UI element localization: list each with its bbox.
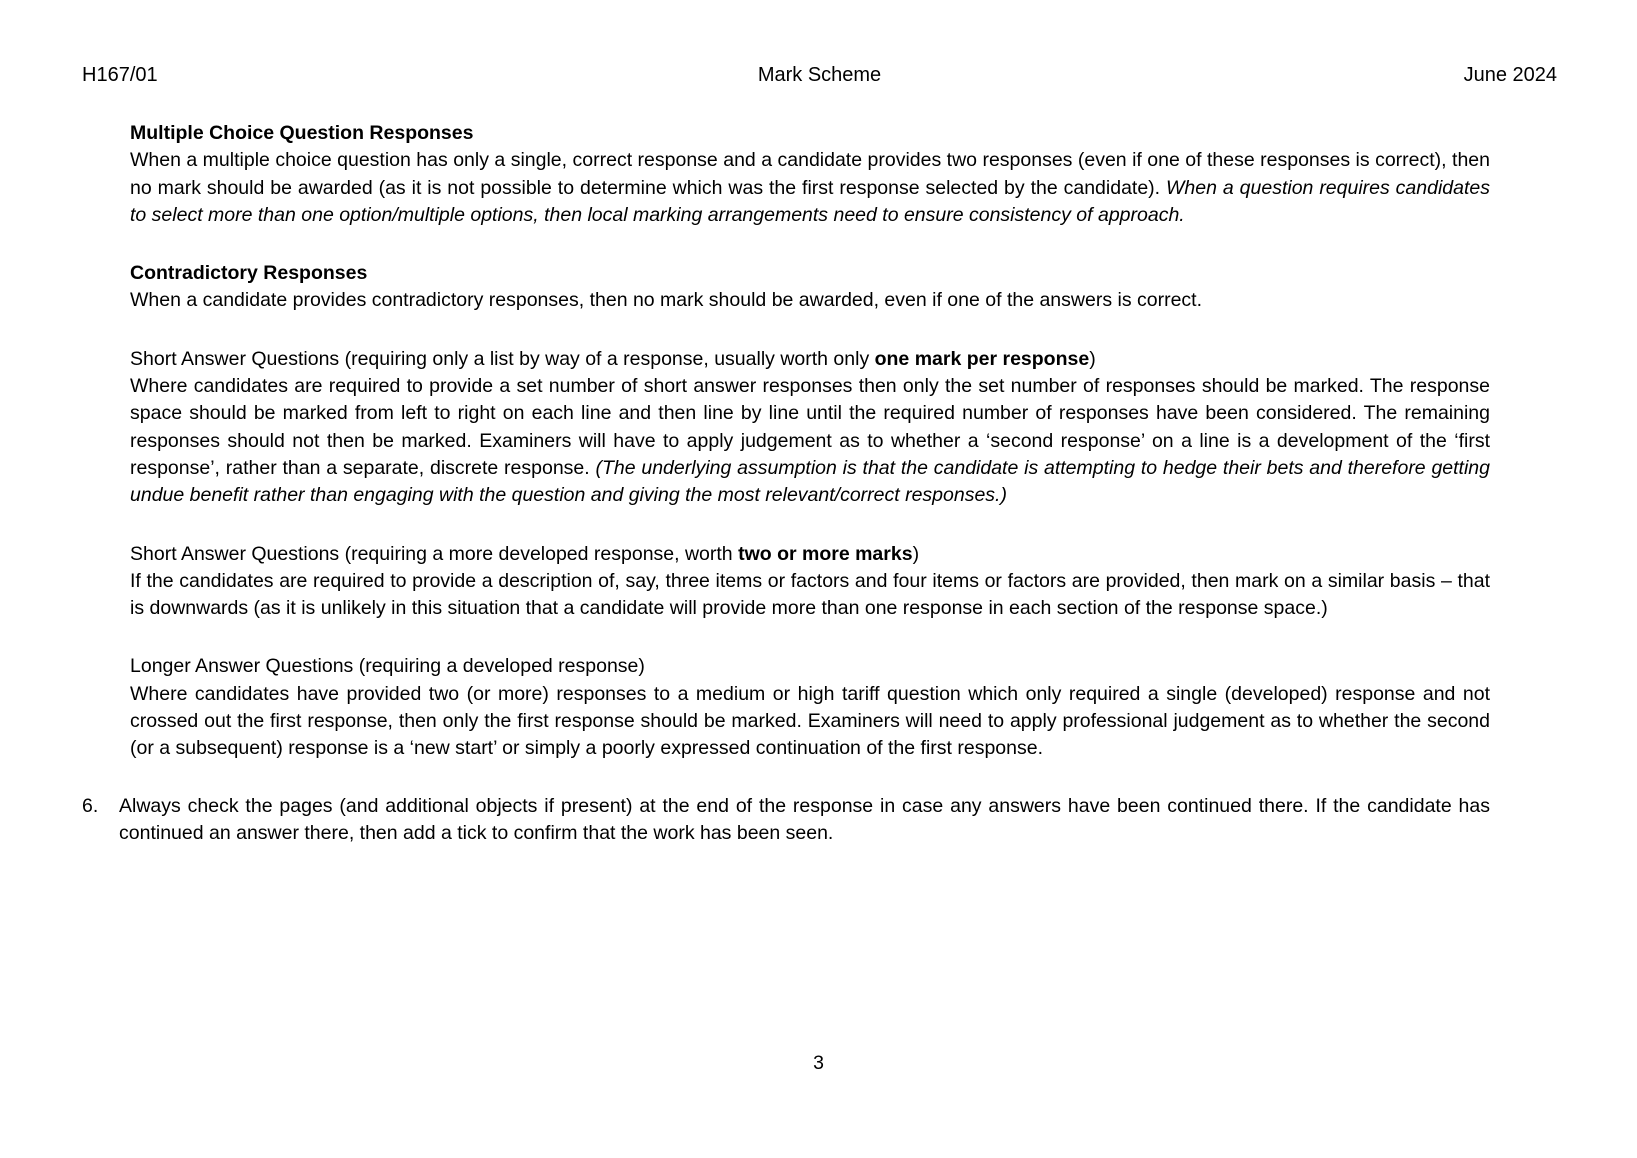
short-answer-list-heading-bold: one mark per response [874,347,1090,370]
section-heading-multiple-choice: Multiple Choice Question Responses [130,122,474,144]
short-answer-list-heading-prefix: Short Answer Questions (requiring only a list by way of a response, usually worth only [130,347,875,370]
multiple-choice-paragraph [130,147,1490,229]
item-number: 6. [82,794,99,817]
section-heading-contradictory: Contradictory Responses [130,262,368,285]
page-number: 3 [813,1052,824,1074]
contradictory-paragraph: When a candidate provides contradictory responses, then no mark should be awarded, even if one of the answers is correct. [130,289,1203,312]
section-heading-short-answer-developed [130,541,1490,568]
short-answer-developed-paragraph: If the candidates are required to provide a description of, say, three items or factors and four items or factors are provided, then mark on a similar basis – that is downwards (as it is unlikely in this situation that a candidate will provide more than one response in each section of the response space.) [130,569,1490,620]
multiple-choice-text: When a multiple choice question has only a single, correct response and a candidate provides two responses (even if one of these responses is correct), then no mark should be awarded (as it is not possible to determine which was the first response selected by the candidate). [130,149,1490,199]
page-footer [0,1050,1637,1077]
document-body [130,120,1490,763]
session-date: June 2024 [1463,64,1558,86]
short-answer-developed-heading-prefix: Short Answer Questions (requiring a more developed response, worth [130,542,739,565]
longer-answer-paragraph: Where candidates have provided two (or more) responses to a medium or high tariff question which only required a single (developed) response and not crossed out the first response, then only the first response should be marked. Examiners will need to apply professional judgement as to whether the second (or a subsequent) response is a ‘new start’ or simply a poorly expressed continuation of the first response. [130,682,1490,760]
short-answer-list-paragraph [130,373,1490,509]
section-heading-short-answer-list [130,346,1490,373]
section-longer-answer [130,653,1490,762]
short-answer-list-text: Where candidates are required to provide a set number of short answer responses then only the set number of responses should be marked. The response space should be marked from left to right on each line and then line by line until the required number of responses have been considered. The remaining responses should not then be marked. Examiners will have to apply judgement as to whether a ‘second response’ on a line is a development of the ‘first response’, rather than a separate, discrete response. [130,375,1490,479]
numbered-item-6 [82,793,1490,848]
section-heading-longer-answer: Longer Answer Questions (requiring a developed response) [130,655,645,678]
document-title: Mark Scheme [757,64,882,86]
multiple-choice-italic-text: When a question requires candidates to select more than one option/multiple options, then local marking arrangements need to ensure consistency of approach. [130,176,1491,226]
short-answer-list-italic-text: (The underlying assumption is that the candidate is attempting to hedge their bets and therefore getting undue benefit rather than engaging with the question and giving the most relevant/correct responses.) [130,456,1490,507]
paper-code: H167/01 [82,64,158,86]
short-answer-developed-heading-bold: two or more marks [738,542,913,565]
item-6-text: Always check the pages (and additional objects if present) at the end of the response in case any answers have been continued there. If the candidate has continued an answer there, then add a tick to confirm that the work has been seen. [119,794,1490,844]
section-multiple-choice [130,120,1490,229]
section-short-answer-list [130,346,1490,510]
section-contradictory [130,260,1490,315]
short-answer-developed-heading-suffix: ) [912,542,920,565]
section-short-answer-developed [130,541,1490,623]
short-answer-list-heading-suffix: ) [1089,347,1096,370]
page-header [0,0,1637,87]
